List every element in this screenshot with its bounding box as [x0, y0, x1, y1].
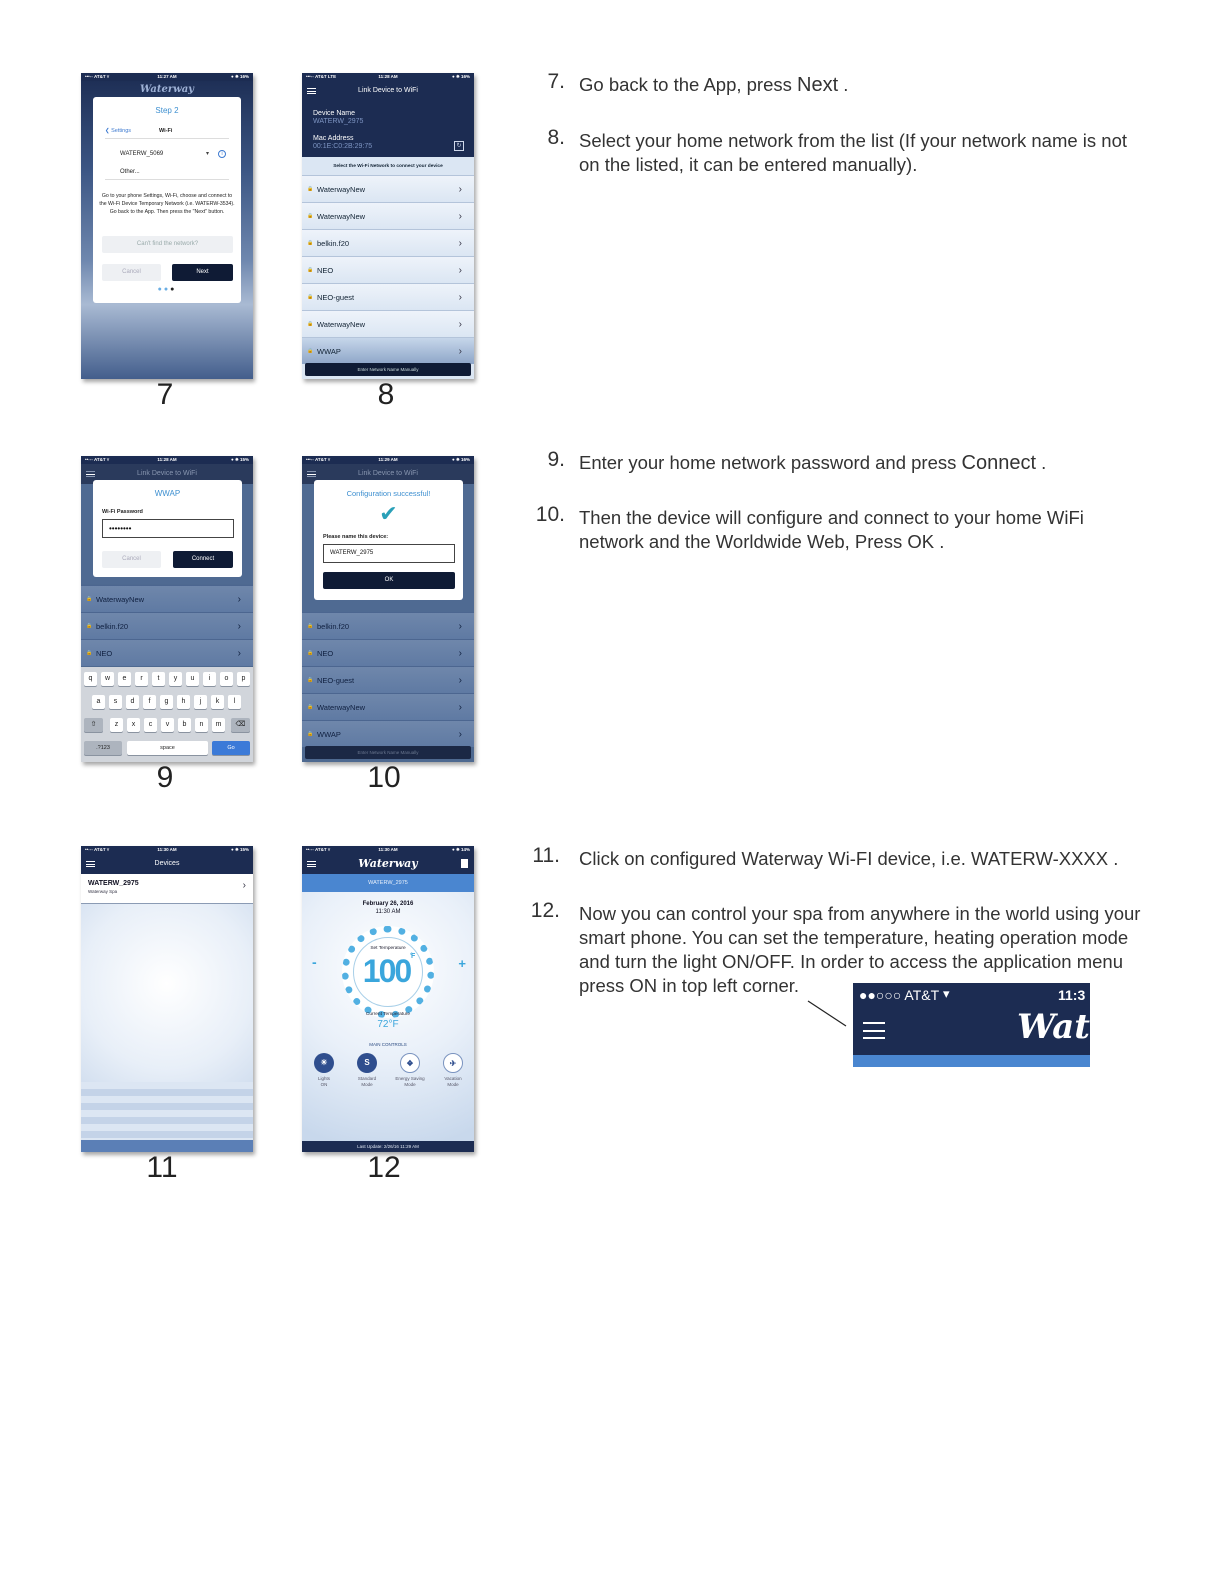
nav-bar: Link Device to WiFi: [302, 464, 474, 484]
zoom-time: 11:3: [1058, 987, 1086, 1003]
menu-zoom-inset: [853, 983, 1112, 1067]
hamburger-menu-icon[interactable]: [307, 861, 316, 867]
keyboard-key[interactable]: .?123: [84, 741, 122, 755]
waterway-logo: Waterway: [358, 857, 418, 870]
enter-network-manually-button[interactable]: Enter Network Name Manually: [305, 746, 471, 759]
screenshot-step-8: [302, 73, 474, 379]
network-row[interactable]: 🔒 NEO ›: [302, 639, 474, 666]
network-row[interactable]: 🔒 NEO-guest ›: [302, 666, 474, 693]
caption-12: 12: [367, 1151, 401, 1184]
network-row[interactable]: 🔒 belkin.f20 ›: [81, 612, 253, 639]
caption-7: 7: [156, 378, 174, 411]
current-temp-label: Current Temperature: [365, 1012, 411, 1017]
network-row[interactable]: 🔒 NEO-guest ›: [302, 283, 474, 310]
step-12-text: Now you can control your spa from anywhere in the world using your smart phone. You can set the temperature, heating operation mode and turn the light ON/OFF. In order to access the application menu press ON in top left corner.: [579, 903, 1141, 996]
keyboard-key[interactable]: e: [118, 672, 131, 686]
wifi-signal-icon: ▾: [206, 151, 210, 157]
zoom-wifi-icon: ▾: [943, 986, 950, 1001]
network-row[interactable]: 🔒 WWAP ›: [302, 720, 474, 747]
decrease-temp-button[interactable]: -: [312, 954, 317, 970]
keyboard-key[interactable]: n: [195, 718, 208, 732]
network-row[interactable]: 🔒 WaterwayNew ›: [302, 693, 474, 720]
set-temperature-value: $100^{^\circ F}$: [362, 953, 414, 989]
network-row[interactable]: 🔒 WaterwayNew ›: [302, 175, 474, 202]
ok-button[interactable]: OK: [323, 572, 455, 589]
keyboard-key[interactable]: g: [160, 695, 173, 709]
step-7-number: 7.: [547, 70, 565, 93]
increase-temp-button[interactable]: +: [458, 956, 466, 971]
refresh-icon[interactable]: ↻: [454, 141, 464, 151]
keyboard-key[interactable]: z: [110, 718, 123, 732]
keyboard-key[interactable]: l: [228, 695, 241, 709]
step-7-text: Go back to the App, press Next .: [579, 74, 849, 96]
cant-find-network-button[interactable]: Can't find the network?: [102, 236, 233, 253]
network-row[interactable]: 🔒 belkin.f20 ›: [302, 229, 474, 256]
keyboard-key[interactable]: q: [84, 672, 97, 686]
select-network-label: Select the Wi-Fi Network to connect your device: [333, 164, 443, 169]
nav-bar: Link Device to WiFi: [81, 464, 253, 484]
status-bar: •••◦◦ AT&T LTE 11:28 AM ● ✵ 16%: [302, 73, 474, 81]
device-name-input[interactable]: WATERW_2975: [323, 544, 455, 563]
password-input[interactable]: ••••••••: [102, 519, 234, 538]
screenshot-step-7: [81, 73, 253, 379]
vacation-mode-icon[interactable]: ✈: [443, 1053, 463, 1073]
chevron-right-icon: ›: [242, 880, 246, 891]
keyboard-key[interactable]: ⌫: [231, 718, 250, 732]
keyboard-key[interactable]: t: [152, 672, 165, 686]
lights-icon[interactable]: ☀: [314, 1053, 334, 1073]
keyboard-key[interactable]: Go: [212, 741, 250, 755]
network-row[interactable]: 🔒 WaterwayNew ›: [302, 202, 474, 229]
cancel-button[interactable]: Cancel: [102, 551, 161, 568]
screenshot-step-9: [81, 456, 253, 762]
network-row[interactable]: 🔒 WaterwayNew ›: [302, 310, 474, 337]
device-info-panel: Device Name WATERW_2975 Mac Address 00:1E:C0:2B:29:75 ↻: [302, 101, 474, 157]
last-update-bar: Last Update: 2/26/16 11:29 AM: [302, 1141, 474, 1152]
network-row[interactable]: 🔒 NEO ›: [81, 639, 253, 666]
step-11-number: 11.: [532, 844, 560, 867]
keyboard-key[interactable]: d: [126, 695, 139, 709]
hamburger-menu-icon[interactable]: [86, 861, 95, 867]
hamburger-menu-icon[interactable]: [307, 88, 316, 94]
step-12-number: 12.: [530, 899, 560, 922]
keyboard-key[interactable]: i: [203, 672, 216, 686]
password-dialog: [93, 480, 242, 577]
settings-back-link[interactable]: ❮ Settings: [105, 128, 132, 134]
status-bar: •••◦◦ AT&T ▿ 11:27 AM ● ✵ 16%: [81, 73, 253, 81]
name-device-label: Please name this device:: [323, 534, 389, 540]
password-label: Wi-Fi Password: [102, 509, 143, 515]
screenshot-step-10: [302, 456, 474, 762]
screenshot-step-12: [302, 846, 474, 1152]
main-controls-label: MAIN CONTROLS: [369, 1042, 407, 1047]
status-bar: ••◦◦◦ AT&T ▿ 11:28 AM ● ✵ 15%: [81, 456, 253, 464]
setup-dialog: [93, 97, 241, 303]
cancel-button[interactable]: Cancel: [102, 264, 161, 281]
step-title: Step 2: [155, 106, 179, 115]
date-label: February 26, 2016: [362, 901, 414, 907]
network-row[interactable]: 🔒 WaterwayNew ›: [81, 585, 253, 612]
caption-9: 9: [156, 761, 174, 794]
energy-saving-icon[interactable]: ❖: [400, 1053, 420, 1073]
status-bar: •••◦◦ AT&T ▿ 11:29 AM ● ✵ 16%: [302, 456, 474, 464]
caption-8: 8: [377, 378, 395, 411]
main-controls: ☀ S ❖ ✈ Lights ON Standard Mode Energy Saving Mode Vacation Mode: [302, 1053, 474, 1093]
step-10-number: 10.: [535, 503, 565, 526]
nav-bar: [302, 854, 474, 874]
keyboard-key[interactable]: j: [194, 695, 207, 709]
keyboard-key[interactable]: ⇧: [84, 718, 103, 732]
zoom-logo: Wate: [1017, 1007, 1112, 1047]
step-9-number: 9.: [547, 448, 565, 471]
step-9-text: Enter your home network password and press Connect .: [579, 452, 1047, 474]
keyboard-key[interactable]: x: [127, 718, 140, 732]
keyboard-key[interactable]: o: [220, 672, 233, 686]
status-bar: ••◦◦◦ AT&T ▿ 11:30 AM ● ✵ 14%: [302, 846, 474, 854]
document-icon[interactable]: [461, 859, 468, 868]
zoom-carrier: ●●○○○ AT&T: [859, 987, 940, 1003]
hamburger-menu-icon[interactable]: [307, 471, 316, 477]
keyboard-key[interactable]: w: [101, 672, 114, 686]
network-row[interactable]: 🔒 WWAP ›: [302, 337, 474, 364]
step-10-text: Then the device will configure and connect to your home WiFi network and the Worldwide Web, Press OK .: [579, 507, 1084, 552]
nav-bar: Link Device to WiFi: [302, 81, 474, 101]
network-row[interactable]: 🔒 belkin.f20 ›: [302, 612, 474, 639]
pointer-line: [800, 995, 860, 1035]
screenshot-step-11: [81, 846, 253, 1152]
caption-11: 11: [146, 1151, 178, 1184]
waterway-logo: Waterway: [140, 84, 194, 95]
keyboard-key[interactable]: c: [144, 718, 157, 732]
keyboard-key[interactable]: u: [186, 672, 199, 686]
next-button[interactable]: Next: [172, 264, 233, 281]
caption-10: 10: [367, 761, 401, 794]
step-8-text: Select your home network from the list (If your network name is not on the listed, it can be entered manually).: [579, 130, 1128, 175]
keyboard-keys: [81, 667, 253, 762]
keyboard-key[interactable]: h: [177, 695, 190, 709]
enter-network-manually-button[interactable]: Enter Network Name Manually: [305, 363, 471, 376]
keyboard-key[interactable]: b: [178, 718, 191, 732]
keyboard-key[interactable]: s: [109, 695, 122, 709]
nav-bar: Devices: [81, 854, 253, 874]
checkmark-icon: ✔: [379, 501, 398, 526]
chevron-left-icon: ❮: [105, 128, 112, 134]
connect-button[interactable]: Connect: [173, 551, 233, 568]
keyboard-key[interactable]: v: [161, 718, 174, 732]
wifi-title: Wi-Fi: [159, 128, 173, 134]
status-bar: ••◦◦◦ AT&T ▿ 11:30 AM ● ✵ 15%: [81, 846, 253, 854]
keyboard-key[interactable]: p: [237, 672, 250, 686]
keyboard-key[interactable]: y: [169, 672, 182, 686]
time-label: 11:30 AM: [375, 909, 401, 915]
keyboard-key[interactable]: space: [127, 741, 208, 755]
dialog-title: WWAP: [154, 489, 181, 498]
step-8-number: 8.: [547, 126, 565, 149]
keyboard-key[interactable]: r: [135, 672, 148, 686]
set-temp-label: Set Temperature: [370, 946, 406, 951]
page-dots: ●●●: [157, 286, 177, 293]
instructions-text: Go to your phone Settings, Wi-Fi, choose and connect to the Wi-Fi Device Temporary Network (i.e. WATERW-3534). Go back to the App. Then press the "Next" button.: [99, 193, 235, 215]
step-11-text: Click on configured Waterway Wi-FI device, i.e. WATERW-XXXX .: [579, 848, 1119, 869]
keyboard-key[interactable]: k: [211, 695, 224, 709]
info-icon[interactable]: i: [218, 150, 226, 158]
network-row[interactable]: 🔒 NEO ›: [302, 256, 474, 283]
keyboard-key[interactable]: a: [92, 695, 105, 709]
current-temperature-value: 72°F: [377, 1019, 399, 1030]
keyboard-key[interactable]: f: [143, 695, 156, 709]
success-dialog: [314, 480, 463, 600]
device-name-bar: WATERW_2975: [302, 874, 474, 892]
zoom-hamburger-icon[interactable]: [863, 1022, 885, 1039]
other-network-item[interactable]: Other...: [120, 169, 140, 175]
success-title: Configuration successful!: [346, 489, 431, 498]
standard-mode-icon[interactable]: S: [357, 1053, 377, 1073]
device-list-item[interactable]: WATERW_2975 Waterway Spa ›: [81, 874, 253, 904]
wifi-network-item[interactable]: WATERW_5069: [120, 151, 164, 157]
hamburger-menu-icon[interactable]: [86, 471, 95, 477]
keyboard-key[interactable]: m: [212, 718, 225, 732]
